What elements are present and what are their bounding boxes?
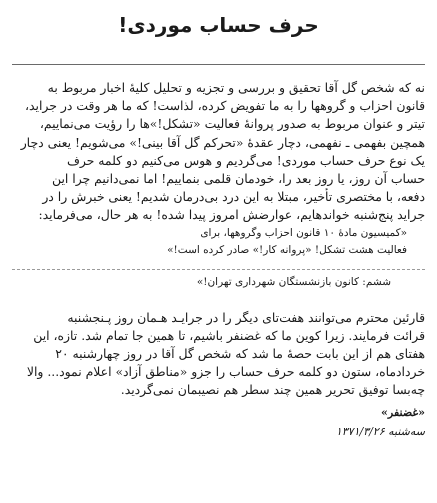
paragraph-line: دفعه، با مختصری تأخیر، مبتلا به این درد بی‌درمان شدیم! یعنی خبرش را در — [42, 189, 425, 205]
publish-date: سه‌شنبه ۱۳۷۱/۳/۲۶ — [335, 424, 425, 438]
paragraph-line: نه که شخص گل آقا تحقیق و بررسی و تجزیه و تحلیل کلیهٔ اخبار مربوط به — [47, 80, 425, 95]
article-title: حرف حساب موردی! — [118, 13, 319, 37]
paragraph-1 — [12, 79, 425, 225]
paragraph-line: قارئین محترم می‌توانند هفت‌تای دیگر را در جرایـد هـمان روز پـنجشنبه — [67, 309, 425, 325]
quoted-news — [12, 225, 425, 259]
paragraph-line: قرائت فرمایند. زیرا کوین ما که غضنفر باشیم، تا همین جا تمام شد. تازه، این — [33, 327, 425, 343]
paragraph-line: قانون احزاب و گروهها را به ما تفویض کرده، لذاست! که ما هر وقت در جراید، — [25, 98, 425, 114]
paragraph-line: چه‌بسا توفیق تحریر همین چند سطر هم نصیبمان نمی‌گردید. — [120, 382, 425, 398]
title-divider — [12, 64, 425, 65]
quoted-line: «کمیسیون مادهٔ ۱۰ قانون احزاب وگروهها، برای — [200, 226, 407, 239]
quoted-line: فعالیت هشت تشکل! «پروانه کار!» صادر کرده است!» — [167, 243, 407, 256]
author-signature: «غضنفر» — [381, 405, 425, 419]
paragraph-line: یک نوع حرف حساب موردی! می‌گردیم و هوس می‌کنیم دو کلمه حرف — [66, 152, 425, 168]
paragraph-line: جراید پنج‌شنبه خواندهایم، عوارضش امروز پیدا شده! به هر حال، می‌فرماید: — [38, 207, 425, 223]
section-divider — [12, 269, 425, 270]
paragraph-line: همچین بفهمی ـ نفهمی، دچار عقدهٔ «تحرکم گل آقا بینی!» می‌شویم! یعنی دچار — [20, 134, 425, 150]
paragraph-line: حساب آن روز، یا روز بعد را، خودمان قلمی بنماییم! اما نمی‌دانیم چرا این — [52, 171, 425, 187]
paragraph-line: تیتر و عنوان مربوط به صدور پروانهٔ فعالیت «تشکل!»ها را رؤیت می‌نماییم، — [39, 116, 425, 132]
note-line: ششم: کانون بازنشستگان شهرداری تهران!» — [196, 275, 391, 288]
paragraph-line: خردادماه، ستون دو کلمه حرف حساب را جزو «مناطق آزاد» اعلام نمود... والا — [26, 364, 425, 380]
paragraph-line: هفتای هم از این بابت حصهٔ ما شد که شخص گل آقا در روز چهارشنبه ۲۰ — [55, 346, 425, 362]
paragraph-2 — [12, 309, 425, 400]
